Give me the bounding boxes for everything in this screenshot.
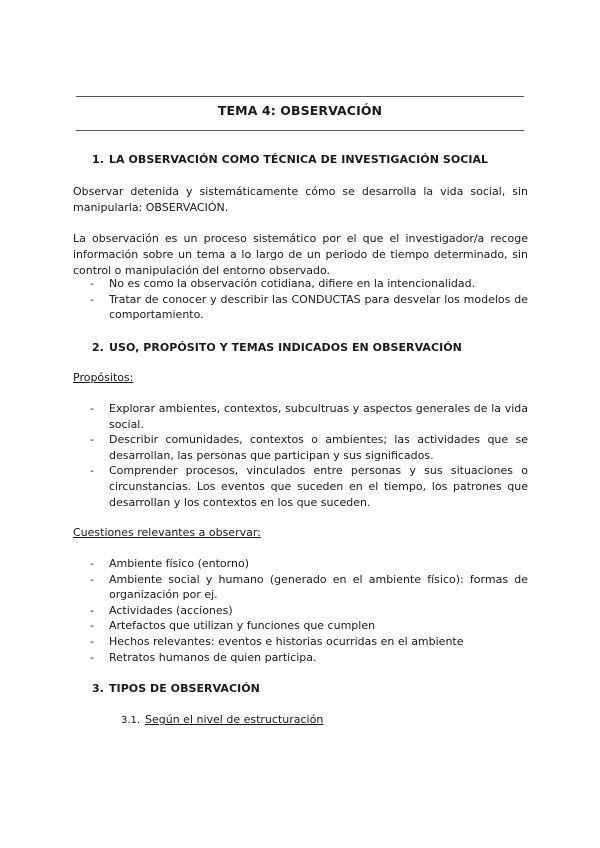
list-item: - Ambiente social y humano (generado en el ambiente físico): formas de organización por ej. xyxy=(90,572,528,602)
questions-list xyxy=(73,556,528,665)
purposes-list xyxy=(73,401,528,510)
list-item: - Artefactos que utilizan y funciones que cumplen xyxy=(90,619,376,633)
top-rule xyxy=(76,96,524,97)
list-item: - Hechos relevantes: eventos e historias ocurridas en el ambiente xyxy=(90,634,464,648)
list-item: - Retratos humanos de quien participa. xyxy=(90,650,317,664)
section-2-number: 2. xyxy=(92,341,104,354)
list-item: - Explorar ambientes, contextos, subcultruas y aspectos generales de la vida social. xyxy=(90,402,528,431)
list-item: - Actividades (acciones) xyxy=(90,603,233,617)
list-item: - Tratar de conocer y describir las CONDUCTAS para desvelar los modelos de comportamiento. xyxy=(90,292,528,322)
section-2-title: USO, PROPÓSITO Y TEMAS INDICADOS EN OBSERVACIÓN xyxy=(109,341,462,354)
section-3-title: TIPOS DE OBSERVACIÓN xyxy=(109,682,260,695)
questions-label: Cuestiones relevantes a observar: xyxy=(73,526,261,539)
section-3-heading xyxy=(92,682,260,695)
section-3-number: 3. xyxy=(92,682,104,695)
subsection-3-1-heading xyxy=(121,713,323,726)
subsection-3-1-title: Según el nivel de estructuración xyxy=(145,713,324,726)
section-1-bullet-list xyxy=(73,276,528,323)
section-1-paragraph-1: Observar detenida y sistemáticamente cómo se desarrolla la vida social, sin manipularla: OBSERVACIÓN. xyxy=(73,185,528,214)
list-item: - Ambiente físico (entorno) xyxy=(90,557,249,570)
purposes-label: Propósitos: xyxy=(73,371,134,384)
list-item: - Comprender procesos, vinculados entre personas y sus situaciones o circunstancias. Los eventos que suceden en el tiempo, los patrones que desarrollan y los contextos en los que suceden. xyxy=(90,464,528,509)
list-item: - Describir comunidades, contextos o ambientes; las actividades que se desarrollan, las personas que participan y sus significados. xyxy=(90,433,528,462)
section-2-heading xyxy=(92,341,462,354)
section-1-title: LA OBSERVACIÓN COMO TÉCNICA DE INVESTIGACIÓN SOCIAL xyxy=(109,153,489,166)
page-title: TEMA 4: OBSERVACIÓN xyxy=(217,103,383,118)
list-item: - No es como la observación cotidiana, difiere en la intencionalidad. xyxy=(90,277,476,290)
section-1-heading xyxy=(92,153,488,166)
section-1-paragraph-2: La observación es un proceso sistemático por el que el investigador/a recoge información sobre un tema a lo largo de un periodo de tiempo determinado, sin control o manipulación del entorno observado. xyxy=(73,232,528,277)
subsection-3-1-number: 3.1. xyxy=(121,715,141,726)
section-1-number: 1. xyxy=(92,153,104,166)
bottom-rule xyxy=(76,130,524,131)
